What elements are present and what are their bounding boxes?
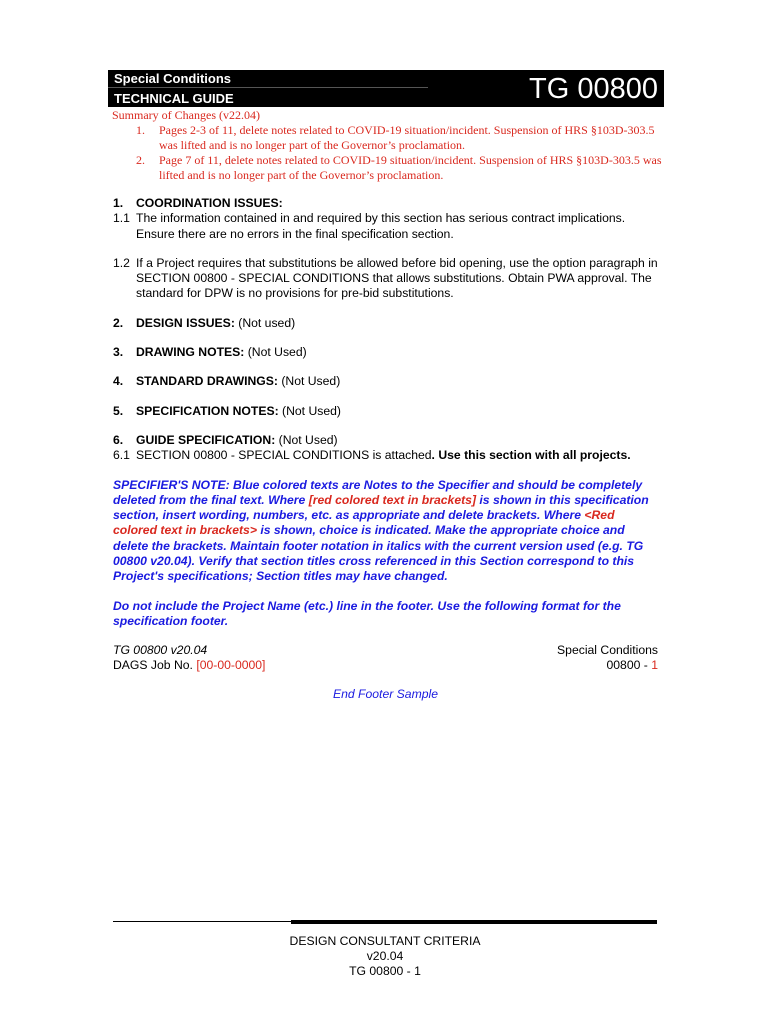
section-text: The information contained in and required by this section has serious contract implications. Ensure there are no errors in the final specification section. xyxy=(136,211,626,241)
footer-sample-page-label: 00800 - xyxy=(606,658,652,673)
summary-item xyxy=(112,153,662,183)
section-value: (Not Used) xyxy=(244,345,307,360)
section-value: (Not Used) xyxy=(275,432,338,447)
header-divider xyxy=(108,87,428,88)
note-red-text: [red colored text in brackets] xyxy=(308,492,477,507)
footer-sample-title: Special Conditions xyxy=(557,643,658,658)
section-1-heading xyxy=(113,196,658,211)
section-number: 6. xyxy=(113,432,124,447)
section-title: SPECIFICATION NOTES: xyxy=(136,403,279,418)
note-text: is shown in this specification section, insert wording, numbers, etc. as appropriate and delete brackets. Where xyxy=(113,492,649,523)
section-title: GUIDE SPECIFICATION: xyxy=(136,432,276,447)
footer-sample-job xyxy=(113,658,265,673)
footer-sample-job-label: DAGS Job No. xyxy=(113,658,197,673)
section-number: 1.2 xyxy=(113,255,130,270)
specifier-note-footer: Do not include the Project Name (etc.) line in the footer. Use the following format for the specification footer. xyxy=(113,598,621,628)
section-title: COORDINATION ISSUES: xyxy=(136,196,283,210)
summary-item xyxy=(112,123,662,153)
page-footer-rule-thick xyxy=(291,920,657,924)
section-number: 5. xyxy=(113,403,124,418)
document-header xyxy=(108,70,664,107)
summary-item-number: 2. xyxy=(136,153,145,167)
section-title: DESIGN ISSUES: xyxy=(136,315,235,330)
section-title: DRAWING NOTES: xyxy=(136,345,245,360)
section-1-2 xyxy=(113,256,658,302)
end-footer-sample: End Footer Sample xyxy=(332,687,438,702)
footer-sample-version: TG 00800 v20.04 xyxy=(113,643,208,658)
footer-sample-job-number: [00-00-0000] xyxy=(196,658,266,673)
page-footer-criteria: DESIGN CONSULTANT CRITERIA xyxy=(289,934,481,948)
page-footer-version: v20.04 xyxy=(366,949,404,963)
summary-item-text: Pages 2-3 of 11, delete notes related to COVID-19 situation/incident. Suspension of HRS §103D-303.5 was lifted and is no longer part of the Governor’s proclamation. xyxy=(159,123,655,152)
section-number: 1.1 xyxy=(113,211,130,226)
section-1-1 xyxy=(113,211,658,242)
summary-of-changes xyxy=(112,108,662,183)
section-number: 4. xyxy=(113,374,124,389)
section-text-tail: . Use this section with all projects. xyxy=(431,448,631,463)
header-title: Special Conditions xyxy=(114,71,232,86)
footer-sample-page-number: 1 xyxy=(651,658,658,673)
section-6-1 xyxy=(113,448,658,463)
footer-sample-page xyxy=(606,658,658,673)
note-red-text: <Red colored text in brackets> xyxy=(113,508,615,538)
document-body xyxy=(113,196,658,703)
section-title: STANDARD DRAWINGS: xyxy=(136,374,278,389)
summary-title: Summary of Changes (v22.04) xyxy=(112,108,260,122)
summary-item-text: Page 7 of 11, delete notes related to COVID-19 situation/incident. Suspension of HRS §103D-303.5 was lifted and is no longer part of the Governor’s proclamation. xyxy=(159,153,662,182)
note-text: SPECIFIER'S NOTE: Blue colored texts are Notes to the Specifier and should be completely deleted from the final text. Where xyxy=(113,477,643,507)
section-number: 2. xyxy=(113,315,124,330)
section-6-heading xyxy=(113,433,658,448)
section-number: 1. xyxy=(113,196,124,210)
specifier-note xyxy=(113,478,658,585)
section-text: If a Project requires that substitutions be allowed before bid opening, use the option paragraph in SECTION 00800 - SPECIAL CONDITIONS that allows substitutions. Obtain PWA approval. The standard for DPW is no provisions for pre-bid substitutions. xyxy=(136,255,658,301)
section-text: SECTION 00800 - SPECIAL CONDITIONS is attached xyxy=(136,448,432,463)
section-2-heading xyxy=(113,316,658,331)
summary-item-number: 1. xyxy=(136,123,145,137)
section-value: (Not Used) xyxy=(278,403,341,418)
section-4-heading xyxy=(113,374,658,389)
note-text: is shown, choice is indicated. Make the appropriate choice and delete the brackets. Maintain footer notation in italics with the current version used (e.g. TG 00800 v20.04). Verify that section titles cross referenced in this Section correspond to this Project's specifications; Section titles may have changed. xyxy=(113,523,644,584)
page-footer xyxy=(113,934,657,979)
section-number: 3. xyxy=(113,345,124,360)
section-value: (Not used) xyxy=(234,315,296,330)
header-subtitle: TECHNICAL GUIDE xyxy=(114,91,234,106)
section-number: 6.1 xyxy=(113,448,130,463)
footer-sample xyxy=(113,643,658,673)
section-5-heading xyxy=(113,404,658,419)
header-code: TG 00800 xyxy=(529,73,658,105)
section-3-heading xyxy=(113,345,658,360)
section-value: (Not Used) xyxy=(277,374,341,389)
page-footer-page: TG 00800 - 1 xyxy=(349,964,421,978)
